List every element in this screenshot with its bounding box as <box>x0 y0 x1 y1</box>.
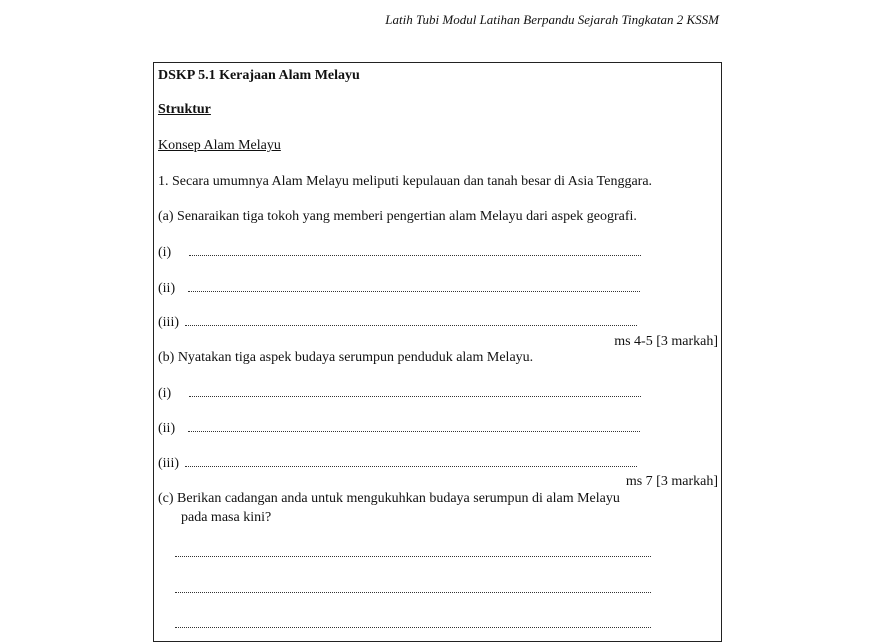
question-stem: 1. Secara umumnya Alam Melayu meliputi kepulauan dan tanah besar di Asia Tenggara. <box>158 174 653 189</box>
answer-label: (ii) <box>158 421 176 436</box>
answer-blank[interactable] <box>189 385 641 397</box>
part-b-marks: ms 7 [3 markah] <box>625 474 718 489</box>
answer-label: (iii) <box>158 456 179 471</box>
question-box <box>153 62 722 642</box>
answer-blank[interactable] <box>185 314 637 326</box>
part-b-question: (b) Nyatakan tiga aspek budaya serumpun penduduk alam Melayu. <box>158 350 534 365</box>
answer-blank[interactable] <box>188 280 640 292</box>
answer-blank[interactable] <box>185 455 637 467</box>
answer-label: (ii) <box>158 281 176 296</box>
section-title: DSKP 5.1 Kerajaan Alam Melayu <box>158 68 360 83</box>
answer-line-a-ii <box>158 280 640 297</box>
answer-line-b-ii <box>158 420 640 437</box>
answer-label: (iii) <box>158 315 179 330</box>
answer-line-b-iii <box>158 455 637 472</box>
part-a-question: (a) Senaraikan tiga tokoh yang memberi pengertian alam Melayu dari aspek geografi. <box>158 209 637 224</box>
section-subtitle: Struktur <box>158 102 211 117</box>
answer-blank[interactable] <box>189 244 641 256</box>
part-c-question-line2: pada masa kini? <box>181 510 272 525</box>
answer-label: (i) <box>158 386 172 401</box>
answer-blank[interactable] <box>188 420 640 432</box>
answer-line-b-i <box>158 385 641 402</box>
document-header: Latih Tubi Modul Latihan Berpandu Sejarah Tingkatan 2 KSSM <box>385 12 719 27</box>
answer-blank-c-1[interactable] <box>175 545 651 557</box>
answer-line-a-iii <box>158 314 637 331</box>
concept-heading: Konsep Alam Melayu <box>158 138 281 153</box>
part-c-question-line1: (c) Berikan cadangan anda untuk mengukuhkan budaya serumpun di alam Melayu <box>158 491 620 506</box>
answer-blank-c-2[interactable] <box>175 581 651 593</box>
answer-blank-c-3[interactable] <box>175 616 651 628</box>
answer-line-a-i <box>158 244 641 261</box>
answer-label: (i) <box>158 245 172 260</box>
part-a-marks: ms 4-5 [3 markah] <box>614 334 718 349</box>
